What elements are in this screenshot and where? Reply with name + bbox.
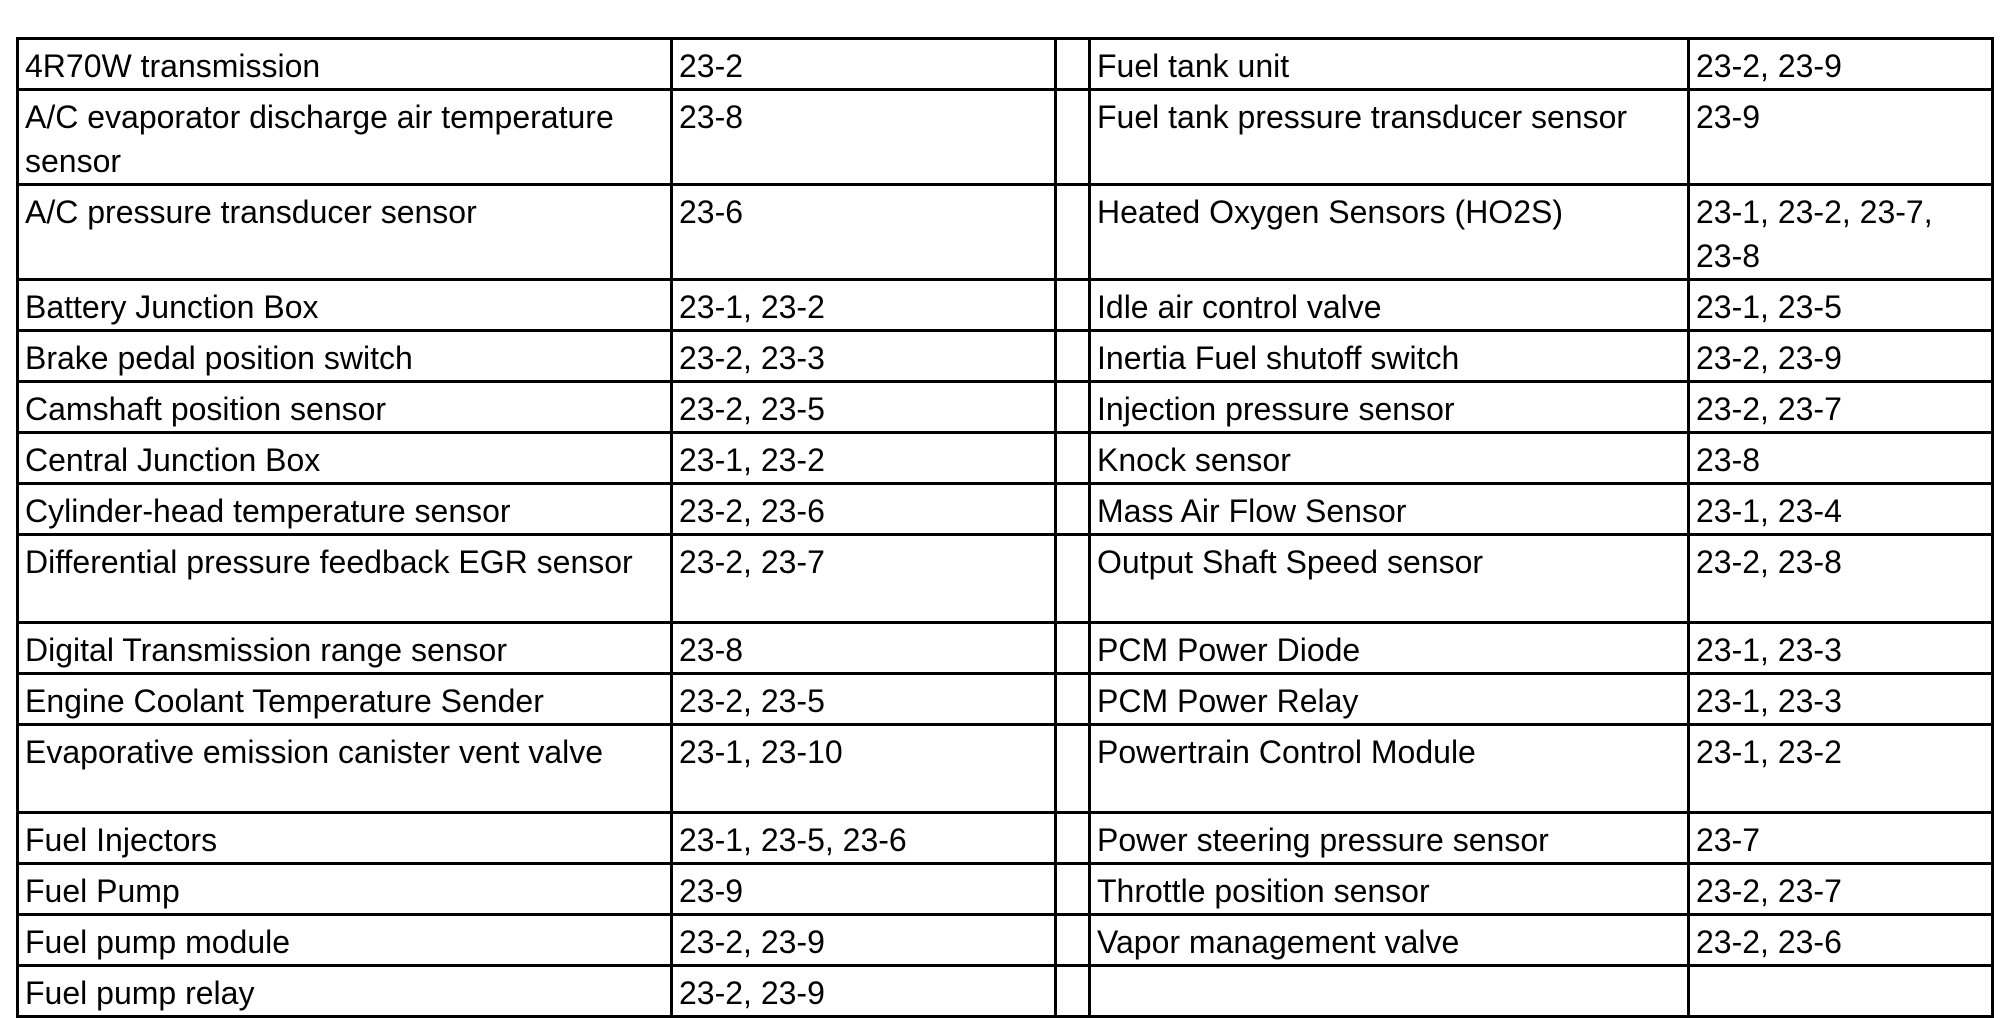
right-component-name: Powertrain Control Module <box>1090 725 1689 813</box>
right-component-name: Inertia Fuel shutoff switch <box>1090 331 1689 382</box>
column-gap <box>1056 674 1090 725</box>
right-component-name: Power steering pressure sensor <box>1090 813 1689 864</box>
right-page-reference: 23-2, 23-7 <box>1689 864 1993 915</box>
table-row <box>18 535 1993 623</box>
right-page-reference: 23-1, 23-2 <box>1689 725 1993 813</box>
left-component-name: Engine Coolant Temperature Sender <box>18 674 672 725</box>
right-page-reference: 23-2, 23-6 <box>1689 915 1993 966</box>
table-row <box>18 674 1993 725</box>
table-row <box>18 382 1993 433</box>
column-gap <box>1056 623 1090 674</box>
table-row <box>18 813 1993 864</box>
table-row <box>18 966 1993 1017</box>
right-page-reference: 23-2, 23-7 <box>1689 382 1993 433</box>
left-page-reference: 23-2, 23-5 <box>672 674 1056 725</box>
right-page-reference: 23-2, 23-9 <box>1689 331 1993 382</box>
left-page-reference: 23-2, 23-9 <box>672 966 1056 1017</box>
component-index-table <box>16 37 1994 1018</box>
right-page-reference: 23-2, 23-8 <box>1689 535 1993 623</box>
table-row <box>18 864 1993 915</box>
left-component-name: Differential pressure feedback EGR sensor <box>18 535 672 623</box>
right-component-name: Mass Air Flow Sensor <box>1090 484 1689 535</box>
column-gap <box>1056 382 1090 433</box>
table-row <box>18 623 1993 674</box>
left-component-name: Cylinder-head temperature sensor <box>18 484 672 535</box>
right-component-name: PCM Power Diode <box>1090 623 1689 674</box>
right-component-name <box>1090 966 1689 1017</box>
left-component-name: Evaporative emission canister vent valve <box>18 725 672 813</box>
table-row <box>18 725 1993 813</box>
column-gap <box>1056 39 1090 90</box>
table-row <box>18 915 1993 966</box>
column-gap <box>1056 90 1090 185</box>
column-gap <box>1056 280 1090 331</box>
left-component-name: Central Junction Box <box>18 433 672 484</box>
right-component-name: Heated Oxygen Sensors (HO2S) <box>1090 185 1689 280</box>
column-gap <box>1056 864 1090 915</box>
left-component-name: Battery Junction Box <box>18 280 672 331</box>
right-component-name: PCM Power Relay <box>1090 674 1689 725</box>
right-component-name: Fuel tank unit <box>1090 39 1689 90</box>
table-row <box>18 185 1993 280</box>
left-page-reference: 23-9 <box>672 864 1056 915</box>
right-component-name: Injection pressure sensor <box>1090 382 1689 433</box>
table-row <box>18 90 1993 185</box>
left-component-name: Fuel Injectors <box>18 813 672 864</box>
right-page-reference: 23-9 <box>1689 90 1993 185</box>
left-page-reference: 23-1, 23-10 <box>672 725 1056 813</box>
left-page-reference: 23-2 <box>672 39 1056 90</box>
right-page-reference: 23-8 <box>1689 433 1993 484</box>
left-component-name: Digital Transmission range sensor <box>18 623 672 674</box>
table-row <box>18 433 1993 484</box>
column-gap <box>1056 484 1090 535</box>
right-component-name: Throttle position sensor <box>1090 864 1689 915</box>
left-component-name: A/C evaporator discharge air temperature sensor <box>18 90 672 185</box>
column-gap <box>1056 185 1090 280</box>
right-page-reference: 23-1, 23-3 <box>1689 623 1993 674</box>
left-page-reference: 23-6 <box>672 185 1056 280</box>
right-component-name: Idle air control valve <box>1090 280 1689 331</box>
column-gap <box>1056 535 1090 623</box>
column-gap <box>1056 966 1090 1017</box>
left-page-reference: 23-2, 23-7 <box>672 535 1056 623</box>
left-page-reference: 23-2, 23-3 <box>672 331 1056 382</box>
table-row <box>18 39 1993 90</box>
column-gap <box>1056 915 1090 966</box>
left-component-name: Camshaft position sensor <box>18 382 672 433</box>
right-page-reference: 23-7 <box>1689 813 1993 864</box>
left-page-reference: 23-1, 23-5, 23-6 <box>672 813 1056 864</box>
table-row <box>18 280 1993 331</box>
left-component-name: Fuel Pump <box>18 864 672 915</box>
right-component-name: Output Shaft Speed sensor <box>1090 535 1689 623</box>
left-component-name: Fuel pump relay <box>18 966 672 1017</box>
right-component-name: Fuel tank pressure transducer sensor <box>1090 90 1689 185</box>
right-component-name: Knock sensor <box>1090 433 1689 484</box>
left-page-reference: 23-2, 23-6 <box>672 484 1056 535</box>
right-component-name: Vapor management valve <box>1090 915 1689 966</box>
table-row <box>18 484 1993 535</box>
column-gap <box>1056 331 1090 382</box>
left-component-name: A/C pressure transducer sensor <box>18 185 672 280</box>
left-page-reference: 23-2, 23-5 <box>672 382 1056 433</box>
left-component-name: 4R70W transmission <box>18 39 672 90</box>
right-page-reference: 23-1, 23-5 <box>1689 280 1993 331</box>
left-component-name: Fuel pump module <box>18 915 672 966</box>
column-gap <box>1056 813 1090 864</box>
right-page-reference: 23-2, 23-9 <box>1689 39 1993 90</box>
left-page-reference: 23-8 <box>672 623 1056 674</box>
left-page-reference: 23-1, 23-2 <box>672 280 1056 331</box>
right-page-reference: 23-1, 23-3 <box>1689 674 1993 725</box>
left-page-reference: 23-1, 23-2 <box>672 433 1056 484</box>
left-component-name: Brake pedal position switch <box>18 331 672 382</box>
component-index-body <box>18 39 1993 1017</box>
left-page-reference: 23-8 <box>672 90 1056 185</box>
left-page-reference: 23-2, 23-9 <box>672 915 1056 966</box>
right-page-reference <box>1689 966 1993 1017</box>
right-page-reference: 23-1, 23-4 <box>1689 484 1993 535</box>
right-page-reference: 23-1, 23-2, 23-7, 23-8 <box>1689 185 1993 280</box>
column-gap <box>1056 433 1090 484</box>
table-row <box>18 331 1993 382</box>
column-gap <box>1056 725 1090 813</box>
